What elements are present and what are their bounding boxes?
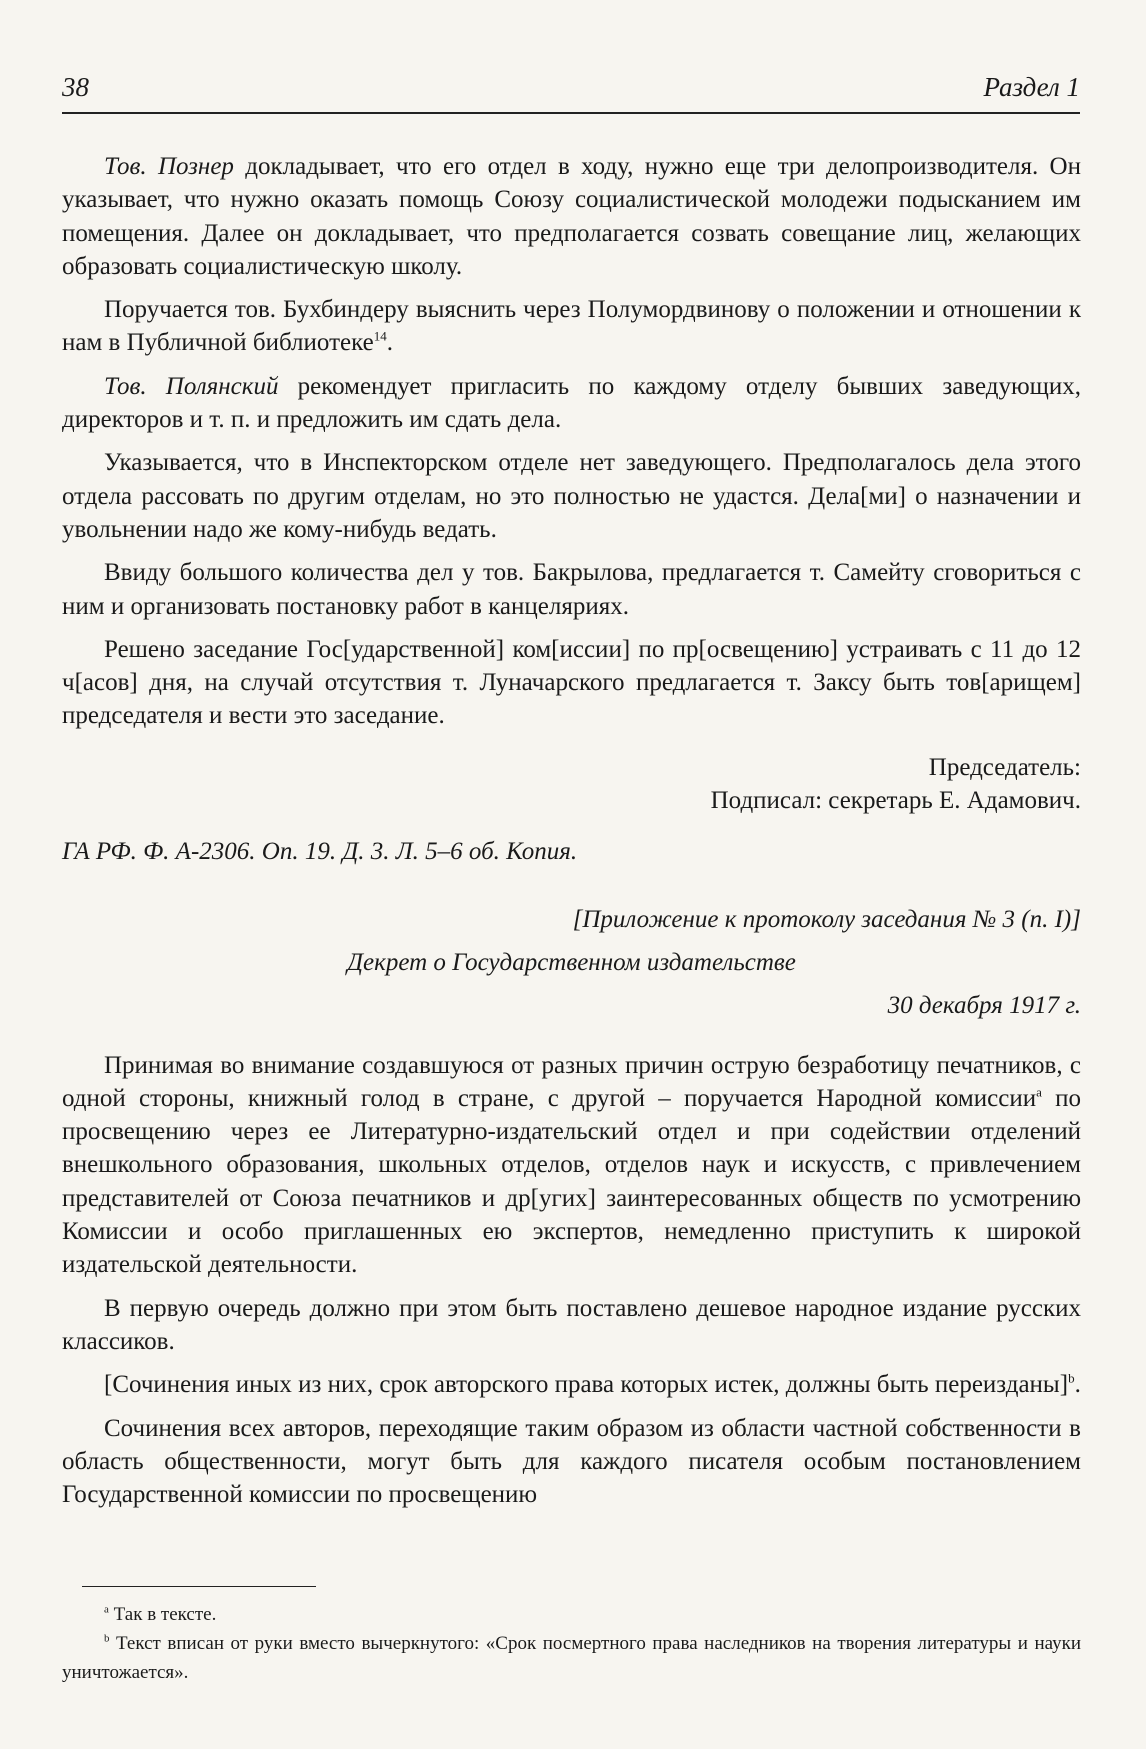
paragraph-decision — [62, 633, 1081, 733]
main-text — [62, 150, 1081, 1511]
decree-date: 30 декабря 1917 г. — [887, 992, 1081, 1020]
section-title: Раздел 1 — [983, 72, 1080, 102]
paragraph-polyansky — [62, 370, 1081, 437]
footnote-ref-b: b — [1068, 1370, 1075, 1386]
speaker-name: Тов. Полянский — [104, 372, 279, 400]
footnote-ref-a: a — [1036, 1084, 1042, 1100]
decree-paragraph-4 — [62, 1412, 1081, 1512]
decree-paragraph-2 — [62, 1292, 1081, 1359]
running-header — [62, 58, 1080, 114]
paragraph-text: Поручается тов. Бухбиндеру выяснить через Полумордвинову о положении и отношении к нам в Публичной библиотеке — [62, 296, 1081, 357]
decree-paragraph-3 — [62, 1368, 1081, 1401]
endnote-ref: 14 — [373, 329, 387, 345]
appendix-heading: [Приложение к протоколу заседания № 3 (п. I)] — [572, 905, 1081, 933]
archive-reference: ГА РФ. Ф. А-2306. Оп. 19. Д. 3. Л. 5–6 об. Копия. — [62, 838, 578, 866]
page-number: 38 — [62, 72, 89, 102]
footnote-b — [62, 1629, 1081, 1687]
punctuation: . — [386, 329, 393, 357]
paragraph-bakrylov — [62, 556, 1081, 623]
chairman-line: Председатель: — [928, 753, 1081, 781]
decree-title: Декрет о Государственном издательстве — [347, 948, 796, 976]
paragraph-inspection — [62, 446, 1081, 546]
speaker-name: Тов. Познер — [104, 153, 234, 180]
footnote-divider — [82, 1586, 316, 1587]
footnote-mark: b — [104, 1632, 110, 1645]
paragraph-buchbinder — [62, 293, 1081, 360]
footnote-a — [62, 1600, 1081, 1629]
paragraph-text: В первую очередь должно при этом быть поставлено дешевое народное издание русских классиков. — [62, 1294, 1081, 1355]
punctuation: . — [1074, 1371, 1081, 1399]
paragraph-text: Сочинения всех авторов, переходящие таким образом из области частной собственности в область общественности, могут быть для каждого писателя особым постановлением Государственной комиссии по просвещению — [62, 1414, 1081, 1509]
paragraph-text: Указывается, что в Инспекторском отделе нет заведующего. Предполагалось дела этого отдела рассовать по другим отделам, но это полностью не удастся. Дела[ми] о назначении и увольнении надо же кому-нибудь ведать. — [62, 449, 1081, 543]
footnotes — [62, 1600, 1081, 1687]
signature-line: Подписал: секретарь Е. Адамович. — [710, 787, 1081, 815]
paragraph-text: [Сочинения иных из них, срок авторского права которых истек, должны быть переизданы] — [104, 1371, 1069, 1399]
paragraph-text: Ввиду большого количества дел у тов. Бакрылова, предлагается т. Самейту сговориться с ним и организовать постановку работ в канцеляриях. — [62, 559, 1081, 620]
decree-paragraph-1 — [62, 1049, 1081, 1282]
paragraph-text: докладывает, что его отдел в ходу, нужно еще три делопроизводителя. Он указывает, что нужно оказать помощь Союзу социалистической молодежи подысканием им помещения. Далее он докладывает, что предполагается созвать совещание лиц, желающих образовать социалистическую школу. — [62, 153, 1081, 280]
paragraph-text: Принимая во внимание создавшуюся от разных причин острую безработицу печатников, с одной стороны, книжный голод в стране, с другой – поручается Народной комиссии — [62, 1051, 1081, 1112]
footnote-mark: a — [104, 1603, 109, 1616]
paragraph-text: рекомендует пригласить по каждому отделу бывших заведующих, директоров и т. п. и предложить им сдать дела. — [62, 372, 1081, 434]
paragraph-text: Решено заседание Гос[ударственной] ком[иссии] по пр[освещению] устраивать с 11 до 12 ч[асов] дня, на случай отсутствия т. Луначарского предлагается т. Заксу быть тов[арищем] председателя и вести это заседание. — [62, 635, 1081, 730]
paragraph-pozner — [62, 150, 1081, 283]
paragraph-text: по просвещению через ее Литературно-издательский отдел и при содействии отделений внешкольного образования, школьных отделов, отделов наук и искусств, с привлечением представителей от Союза печатников и др[угих] заинтересованных обществ по усмотрению Комиссии и особо приглашенных ею экспертов, немедленно приступить к широкой издательской деятельности. — [62, 1084, 1081, 1279]
footnote-text: Так в тексте. — [108, 1604, 217, 1625]
footnote-text: Текст вписан от руки вместо вычеркнутого: «Срок посмертного права наследников на творения литературы и науки уничтожается». — [62, 1633, 1081, 1683]
